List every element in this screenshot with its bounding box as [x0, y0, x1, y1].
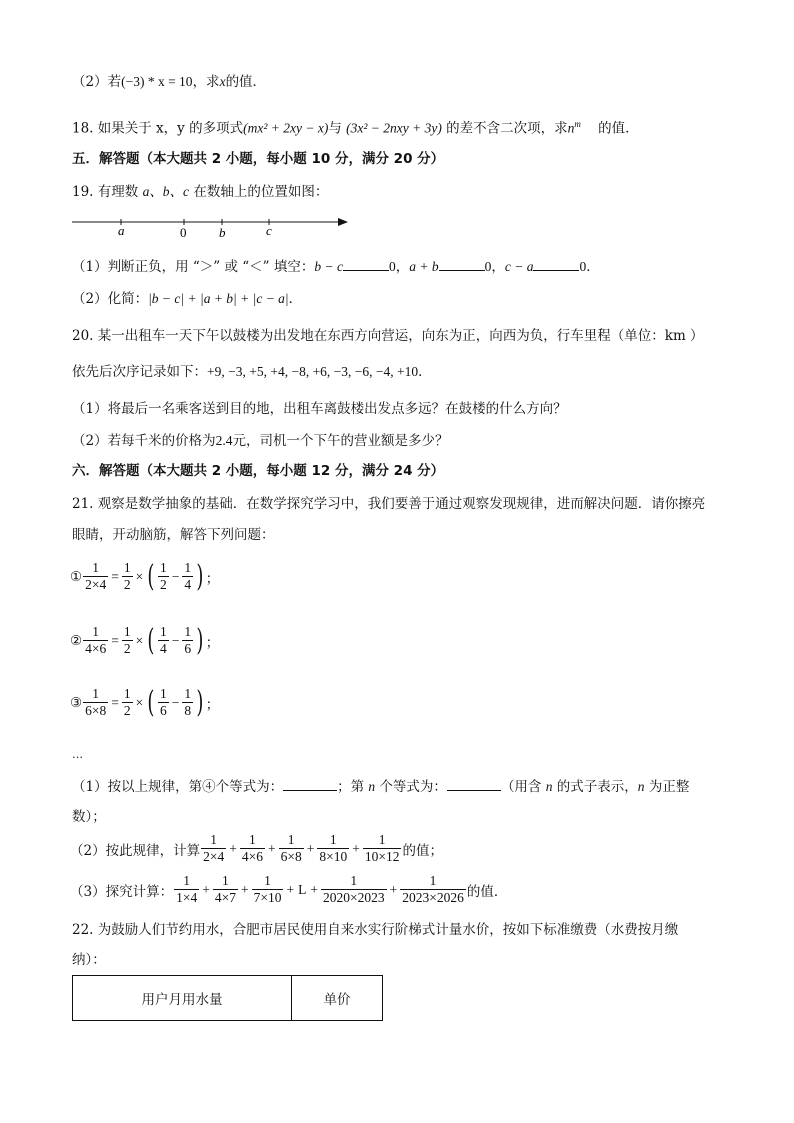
zero-1: 0 — [388, 259, 396, 274]
q21-eq3: ③ $\frac{1}{6\times 8}$ = $\frac{1}{2}$ × ( $\frac{1}{6}$ − $\frac{1}{8}$ ) ； — [70, 684, 220, 720]
q20-line1: 20. 某一出租车一天下午以鼓楼为出发地在东西方向营运，向东为正，向西为负，行车里程（单位：km ） — [72, 328, 704, 344]
blank-1[interactable] — [343, 256, 389, 271]
q17-part2 — [72, 73, 266, 91]
q21-part1-text: （1）按以上规律，第④个等式为： — [72, 779, 284, 795]
q21-part1-text6: 为正整 — [648, 779, 690, 795]
q21-ellipsis: … — [72, 748, 83, 761]
q21-blank-eq4[interactable] — [283, 776, 337, 791]
q22-line2: 纳）： — [72, 952, 106, 968]
label-c: c — [266, 223, 272, 238]
p3-frac-4: $\frac{1}{2020\times 2023}$ — [322, 873, 385, 905]
eq3-frac-b: $\frac{1}{8}$ — [184, 686, 192, 718]
p3-frac-1: $\frac{1}{1\times 4}$ — [176, 873, 198, 905]
section5-heading: 五．解答题（本大题共 2 小题，每小题 10 分，满分 20 分） — [72, 151, 445, 167]
q18-expr1: (mx² + 2xy − x) — [243, 120, 329, 136]
eq2-half: $\frac{1}{2}$ — [123, 624, 131, 656]
p2-frac-5: $\frac{1}{10\times 12}$ — [364, 832, 400, 864]
q19-part1: （1）判断正负，用 “＞” 或 “＜” 填空：b − c 0，a + b 0，c − a 0． — [72, 256, 600, 276]
p3-frac-2: $\frac{1}{4\times 7}$ — [214, 873, 236, 905]
table-header-price: 单价 — [292, 976, 383, 1021]
q21-line1: 21. 观察是数学抽象的基础．在数学探究学习中，我们要善于通过观察发现规律，进而解决问题．请你擦亮 — [72, 496, 706, 512]
q21-eq2: ② $\frac{1}{4\times 6}$ = $\frac{1}{2}$ × ( $\frac{1}{4}$ − $\frac{1}{6}$ ) ； — [70, 622, 220, 658]
q20-line2-end: ． — [418, 364, 432, 380]
p3-frac-5: $\frac{1}{2023\times 2026}$ — [402, 873, 464, 905]
blank-2[interactable] — [439, 256, 485, 271]
q19-part2-text: （2）化简： — [72, 291, 149, 307]
p2-frac-2: $\frac{1}{4\times 6}$ — [241, 832, 263, 864]
q19-vars: a、b、c — [142, 184, 190, 199]
table-header-usage: 用户月用水量 — [73, 976, 292, 1021]
q19-part2: （2）化简：|b − c| + |a + b| + |c − a|． — [72, 291, 303, 307]
q21-part2: （2）按此规律，计算 $\frac{1}{2\times 4}$ + $\frac{1}{4\times 6}$ + $\frac{1}{6\times 8}$ + $\frac{1}{8\times 10}$ + $\frac{1}{10\times 12}$ 的值； — [70, 832, 443, 864]
q21-part1-cont: 数）； — [72, 809, 106, 825]
q18 — [72, 115, 639, 138]
q17-part2-suffix: ，求 — [192, 74, 220, 90]
q18-sup: m — [574, 119, 581, 129]
q22-line1: 22. 为鼓励人们节约用水，合肥市居民使用自来水实行阶梯式计量水价，按如下标准缴费（水费按月缴 — [72, 922, 679, 938]
eq2-lhs-frac: $\frac{1}{4\times 6}$ — [85, 624, 107, 656]
q20-part2-text: （2）若每千米的价格为 — [72, 433, 216, 449]
q19-part1-text: （1）判断正负，用 “＞” 或 “＜” 填空： — [72, 259, 315, 275]
eq3-half: $\frac{1}{2}$ — [123, 686, 131, 718]
number-line-arrow — [338, 218, 348, 226]
q21-part1 — [72, 776, 689, 796]
q20-part1: （1）将最后一名乘客送到目的地，出租车离鼓楼出发点多远？在鼓楼的什么方向？ — [72, 401, 567, 417]
q20-part2-end: 元，司机一个下午的营业额是多少？ — [232, 433, 449, 449]
number-line — [70, 210, 360, 242]
q20-line2 — [72, 363, 432, 381]
q17-part2-prefix: （2）若 — [72, 74, 122, 90]
p2-frac-3: $\frac{1}{6\times 8}$ — [280, 832, 302, 864]
eq3-frac-a: $\frac{1}{6}$ — [159, 686, 167, 718]
eq2-mark: ② — [70, 632, 83, 649]
q17-part2-expr: (−3) * x = 10 — [121, 74, 193, 89]
p2-frac-4: $\frac{1}{8\times 10}$ — [319, 832, 348, 864]
eq1-lhs-frac: $\frac{1}{2\times 4}$ — [85, 560, 107, 592]
q18-mid: 与 — [328, 120, 342, 137]
q18-expr2: (3x² − 2nxy + 3y) — [346, 120, 442, 136]
table-header-row — [73, 976, 383, 1021]
eq2-frac-a: $\frac{1}{4}$ — [159, 624, 167, 656]
q20-records: +9, −3, +5, +4, −8, +6, −3, −6, −4, +10 — [207, 364, 419, 379]
eq2-frac-b: $\frac{1}{6}$ — [184, 624, 192, 656]
q18-text2: 的差不含二次项，求 — [446, 120, 568, 137]
q19-intro-text2: 在数轴上的位置如图： — [193, 184, 329, 200]
p2-frac-1: $\frac{1}{2\times 4}$ — [203, 832, 225, 864]
q17-part2-end: 的值． — [225, 74, 267, 90]
q20-part2 — [72, 432, 448, 450]
q20-line2-text: 依先后次序记录如下： — [72, 364, 207, 380]
q21-n-2: n — [545, 779, 553, 794]
q21-n-3: n — [637, 779, 645, 794]
q21-part3-text: （3）探究计算： — [70, 883, 174, 900]
q19-intro-text: 19. 有理数 — [72, 184, 139, 200]
q18-end: 的值． — [598, 120, 639, 137]
q21-part1-text5: 的式子表示， — [556, 779, 638, 795]
eq3-lhs-frac: $\frac{1}{6\times 8}$ — [85, 686, 107, 718]
q19-expr-bc: b − c — [314, 259, 343, 274]
q18-expr3: n — [567, 120, 575, 136]
label-0: 0 — [180, 225, 187, 240]
blank-3[interactable] — [533, 256, 579, 271]
label-a: a — [118, 223, 125, 238]
section6-heading: 六．解答题（本大题共 2 小题，每小题 12 分，满分 24 分） — [72, 463, 445, 479]
q21-part2-text: （2）按此规律，计算 — [70, 842, 201, 859]
q19-part2-expr: |b − c| + |a + b| + |c − a| — [148, 291, 289, 306]
eq1-mark: ① — [70, 568, 83, 585]
q19-expr-ca: c − a — [504, 259, 534, 274]
q18-text1: 18. 如果关于 x，y 的多项式 — [72, 120, 244, 137]
eq3-mark: ③ — [70, 694, 83, 711]
p3-frac-3: $\frac{1}{7\times 10}$ — [253, 873, 282, 905]
eq1-frac-b: $\frac{1}{4}$ — [184, 560, 192, 592]
p3-ellipsis-L: L — [298, 881, 307, 897]
q21-blank-eqn[interactable] — [447, 776, 501, 791]
zero-2: 0 — [484, 259, 492, 274]
q19-expr-ab: a + b — [409, 259, 439, 274]
q21-part1-text4: （用含 — [500, 779, 542, 795]
label-b: b — [219, 225, 226, 240]
q21-line2: 眼睛，开动脑筋，解答下列问题： — [72, 527, 275, 543]
q21-n-1: n — [368, 779, 376, 794]
q21-part1-text2: ；第 — [337, 779, 365, 795]
q17-part2-var: x — [219, 74, 226, 89]
eq1-half: $\frac{1}{2}$ — [123, 560, 131, 592]
q20-price: 2.4 — [215, 433, 233, 448]
q21-part1-text3: 个等式为： — [379, 779, 447, 795]
water-price-table — [72, 975, 383, 1021]
zero-3: 0 — [579, 259, 587, 274]
q21-part3-end: 的值． — [466, 883, 508, 900]
q21-eq1: ① $\frac{1}{2\times 4}$ = $\frac{1}{2}$ × ( $\frac{1}{2}$ − $\frac{1}{4}$ ) ； — [70, 558, 220, 594]
q21-part3: （3）探究计算： $\frac{1}{1\times 4}$ + $\frac{1}{4\times 7}$ + $\frac{1}{7\times 10}$ + L + $\frac{1}{2020\times 2023}$ + $\frac{1}{2023\times 2026}$ 的值． — [70, 873, 508, 905]
q19-intro — [72, 183, 328, 201]
eq1-frac-a: $\frac{1}{2}$ — [159, 560, 167, 592]
q21-part2-end: 的值； — [402, 842, 443, 859]
